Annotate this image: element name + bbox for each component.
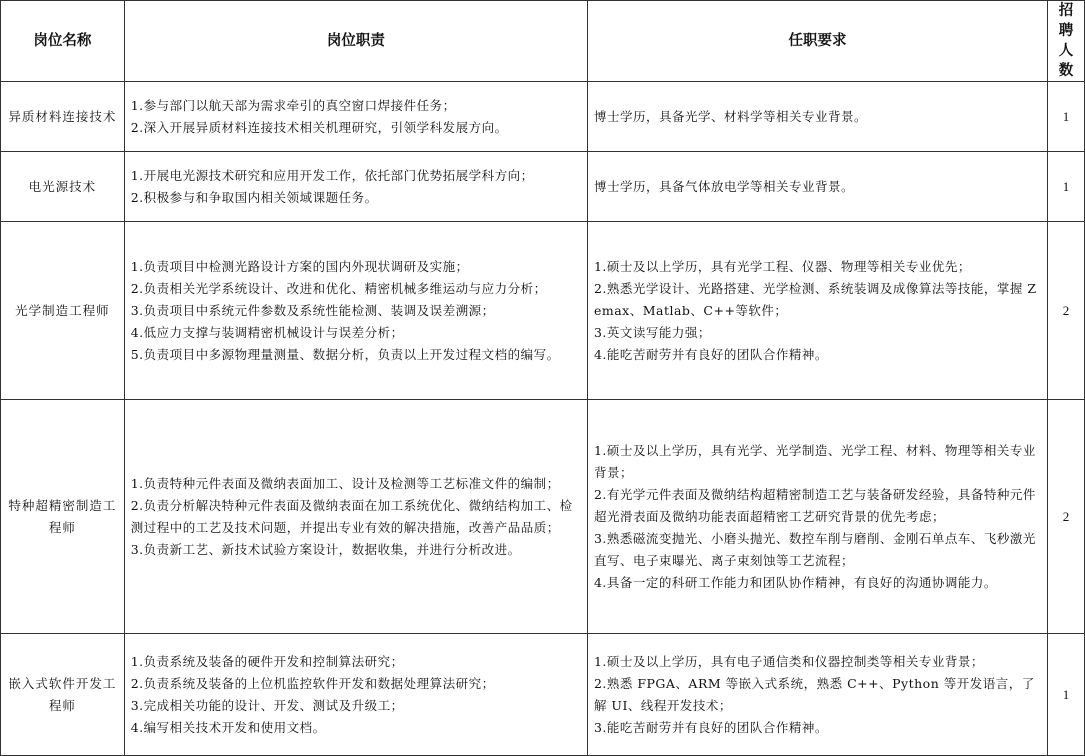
hire-count: 2 — [1047, 222, 1084, 400]
hire-count: 2 — [1047, 400, 1084, 634]
requirement-line: 2.熟悉光学设计、光路搭建、光学检测、系统装调及成像算法等技能，掌握 Zemax、Matlab、C++等软件； — [593, 280, 1037, 318]
requirement-line: 4.能吃苦耐劳并有良好的团队合作精神。 — [593, 346, 828, 362]
duty-line: 1.负责系统及装备的硬件开发和控制算法研究； — [130, 653, 404, 669]
header-row — [1, 1, 1085, 82]
table-row — [1, 152, 1085, 222]
table-row — [1, 82, 1085, 152]
position-name-cell — [1, 634, 125, 756]
header-position-name: 岗位名称 — [1, 1, 125, 82]
duty-line: 2.积极参与和争取国内相关领域课题任务。 — [130, 189, 378, 205]
duties-cell — [124, 634, 587, 756]
duty-line: 2.负责分析解决特种元件表面及微纳表面在加工系统优化、微纳结构加工、检测过程中的工艺及技术问题，并提出专业有效的解决措施，改善产品品质； — [130, 497, 573, 535]
duty-line: 3.负责新工艺、新技术试验方案设计，数据收集，并进行分析改进。 — [130, 541, 521, 557]
table-row — [1, 222, 1085, 400]
requirement-line: 1.硕士及以上学历，具有光学、光学制造、光学工程、材料、物理等相关专业背景； — [593, 442, 1036, 480]
position-name: 嵌入式软件开发工程师 — [8, 675, 117, 713]
requirement-line: 博士学历，具备光学、材料学等相关专业背景。 — [593, 108, 867, 124]
requirement-line: 2.有光学元件表面及微纳结构超精密制造工艺与装备研发经验，具备特种元件超光滑表面及微纳功能表面超精密工艺研究背景的优先考虑； — [593, 486, 1036, 524]
duty-line: 2.深入开展异质材料连接技术相关机理研究，引领学科发展方向。 — [130, 119, 508, 135]
hire-count: 1 — [1047, 82, 1084, 152]
duty-line: 4.低应力支撑与装调精密机械设计与误差分析； — [130, 324, 404, 340]
duties-cell — [124, 152, 587, 222]
table-row — [1, 400, 1085, 634]
duty-line: 1.参与部门以航天部为需求牵引的真空窗口焊接件任务； — [130, 97, 456, 113]
header-duties: 岗位职责 — [124, 1, 587, 82]
position-name-cell — [1, 400, 125, 634]
requirement-line: 3.英文读写能力强； — [593, 324, 711, 340]
position-name: 光学制造工程师 — [15, 302, 110, 318]
header-count: 招聘人数 — [1047, 1, 1084, 82]
position-name-cell — [1, 222, 125, 400]
requirement-line: 2.熟悉 FPGA、ARM 等嵌入式系统，熟悉 C++、Python 等开发语言，了解 UI、线程开发技术； — [593, 675, 1035, 713]
hire-count: 1 — [1047, 152, 1084, 222]
requirement-line: 4.具备一定的科研工作能力和团队协作精神，有良好的沟通协调能力。 — [593, 574, 997, 590]
duty-line: 1.负责特种元件表面及微纳表面加工、设计及检测等工艺标准文件的编制； — [130, 475, 560, 491]
duty-line: 5.负责项目中多源物理量测量、数据分析，负责以上开发过程文档的编写。 — [130, 346, 560, 362]
duties-cell — [124, 400, 587, 634]
duty-line: 1.开展电光源技术研究和应用开发工作，依托部门优势拓展学科方向； — [130, 167, 534, 183]
header-requirements: 任职要求 — [587, 1, 1047, 82]
duty-line: 4.编写相关技术开发和使用文档。 — [130, 719, 326, 735]
duty-line: 3.负责项目中系统元件参数及系统性能检测、装调及误差溯源； — [130, 302, 495, 318]
duty-line: 2.负责相关光学系统设计、改进和优化、精密机械多维运动与应力分析； — [130, 280, 547, 296]
requirements-cell — [587, 152, 1047, 222]
position-name: 异质材料连接技术 — [8, 108, 117, 124]
requirement-line: 1.硕士及以上学历，具有电子通信类和仪器控制类等相关专业背景； — [593, 653, 984, 669]
requirement-line: 3.能吃苦耐劳并有良好的团队合作精神。 — [593, 719, 828, 735]
duties-cell — [124, 82, 587, 152]
requirements-cell — [587, 222, 1047, 400]
duty-line: 1.负责项目中检测光路设计方案的国内外现状调研及实施； — [130, 258, 469, 274]
hire-count: 1 — [1047, 634, 1084, 756]
position-name: 电光源技术 — [28, 178, 97, 194]
requirements-cell — [587, 634, 1047, 756]
requirement-line: 1.硕士及以上学历，具有光学工程、仪器、物理等相关专业优先； — [593, 258, 971, 274]
position-name-cell — [1, 82, 125, 152]
position-name: 特种超精密制造工程师 — [8, 497, 117, 535]
duty-line: 3.完成相关功能的设计、开发、测试及升级工； — [130, 697, 404, 713]
requirements-cell — [587, 82, 1047, 152]
duty-line: 2.负责系统及装备的上位机监控软件开发和数据处理算法研究； — [130, 675, 495, 691]
position-name-cell — [1, 152, 125, 222]
duties-cell — [124, 222, 587, 400]
requirement-line: 3.熟悉磁流变抛光、小磨头抛光、数控车削与磨削、金刚石单点车、飞秒激光直写、电子束曝光、离子束刻蚀等工艺流程； — [593, 530, 1036, 568]
table-row — [1, 634, 1085, 756]
requirement-line: 博士学历，具备气体放电学等相关专业背景。 — [593, 178, 854, 194]
requirements-cell — [587, 400, 1047, 634]
